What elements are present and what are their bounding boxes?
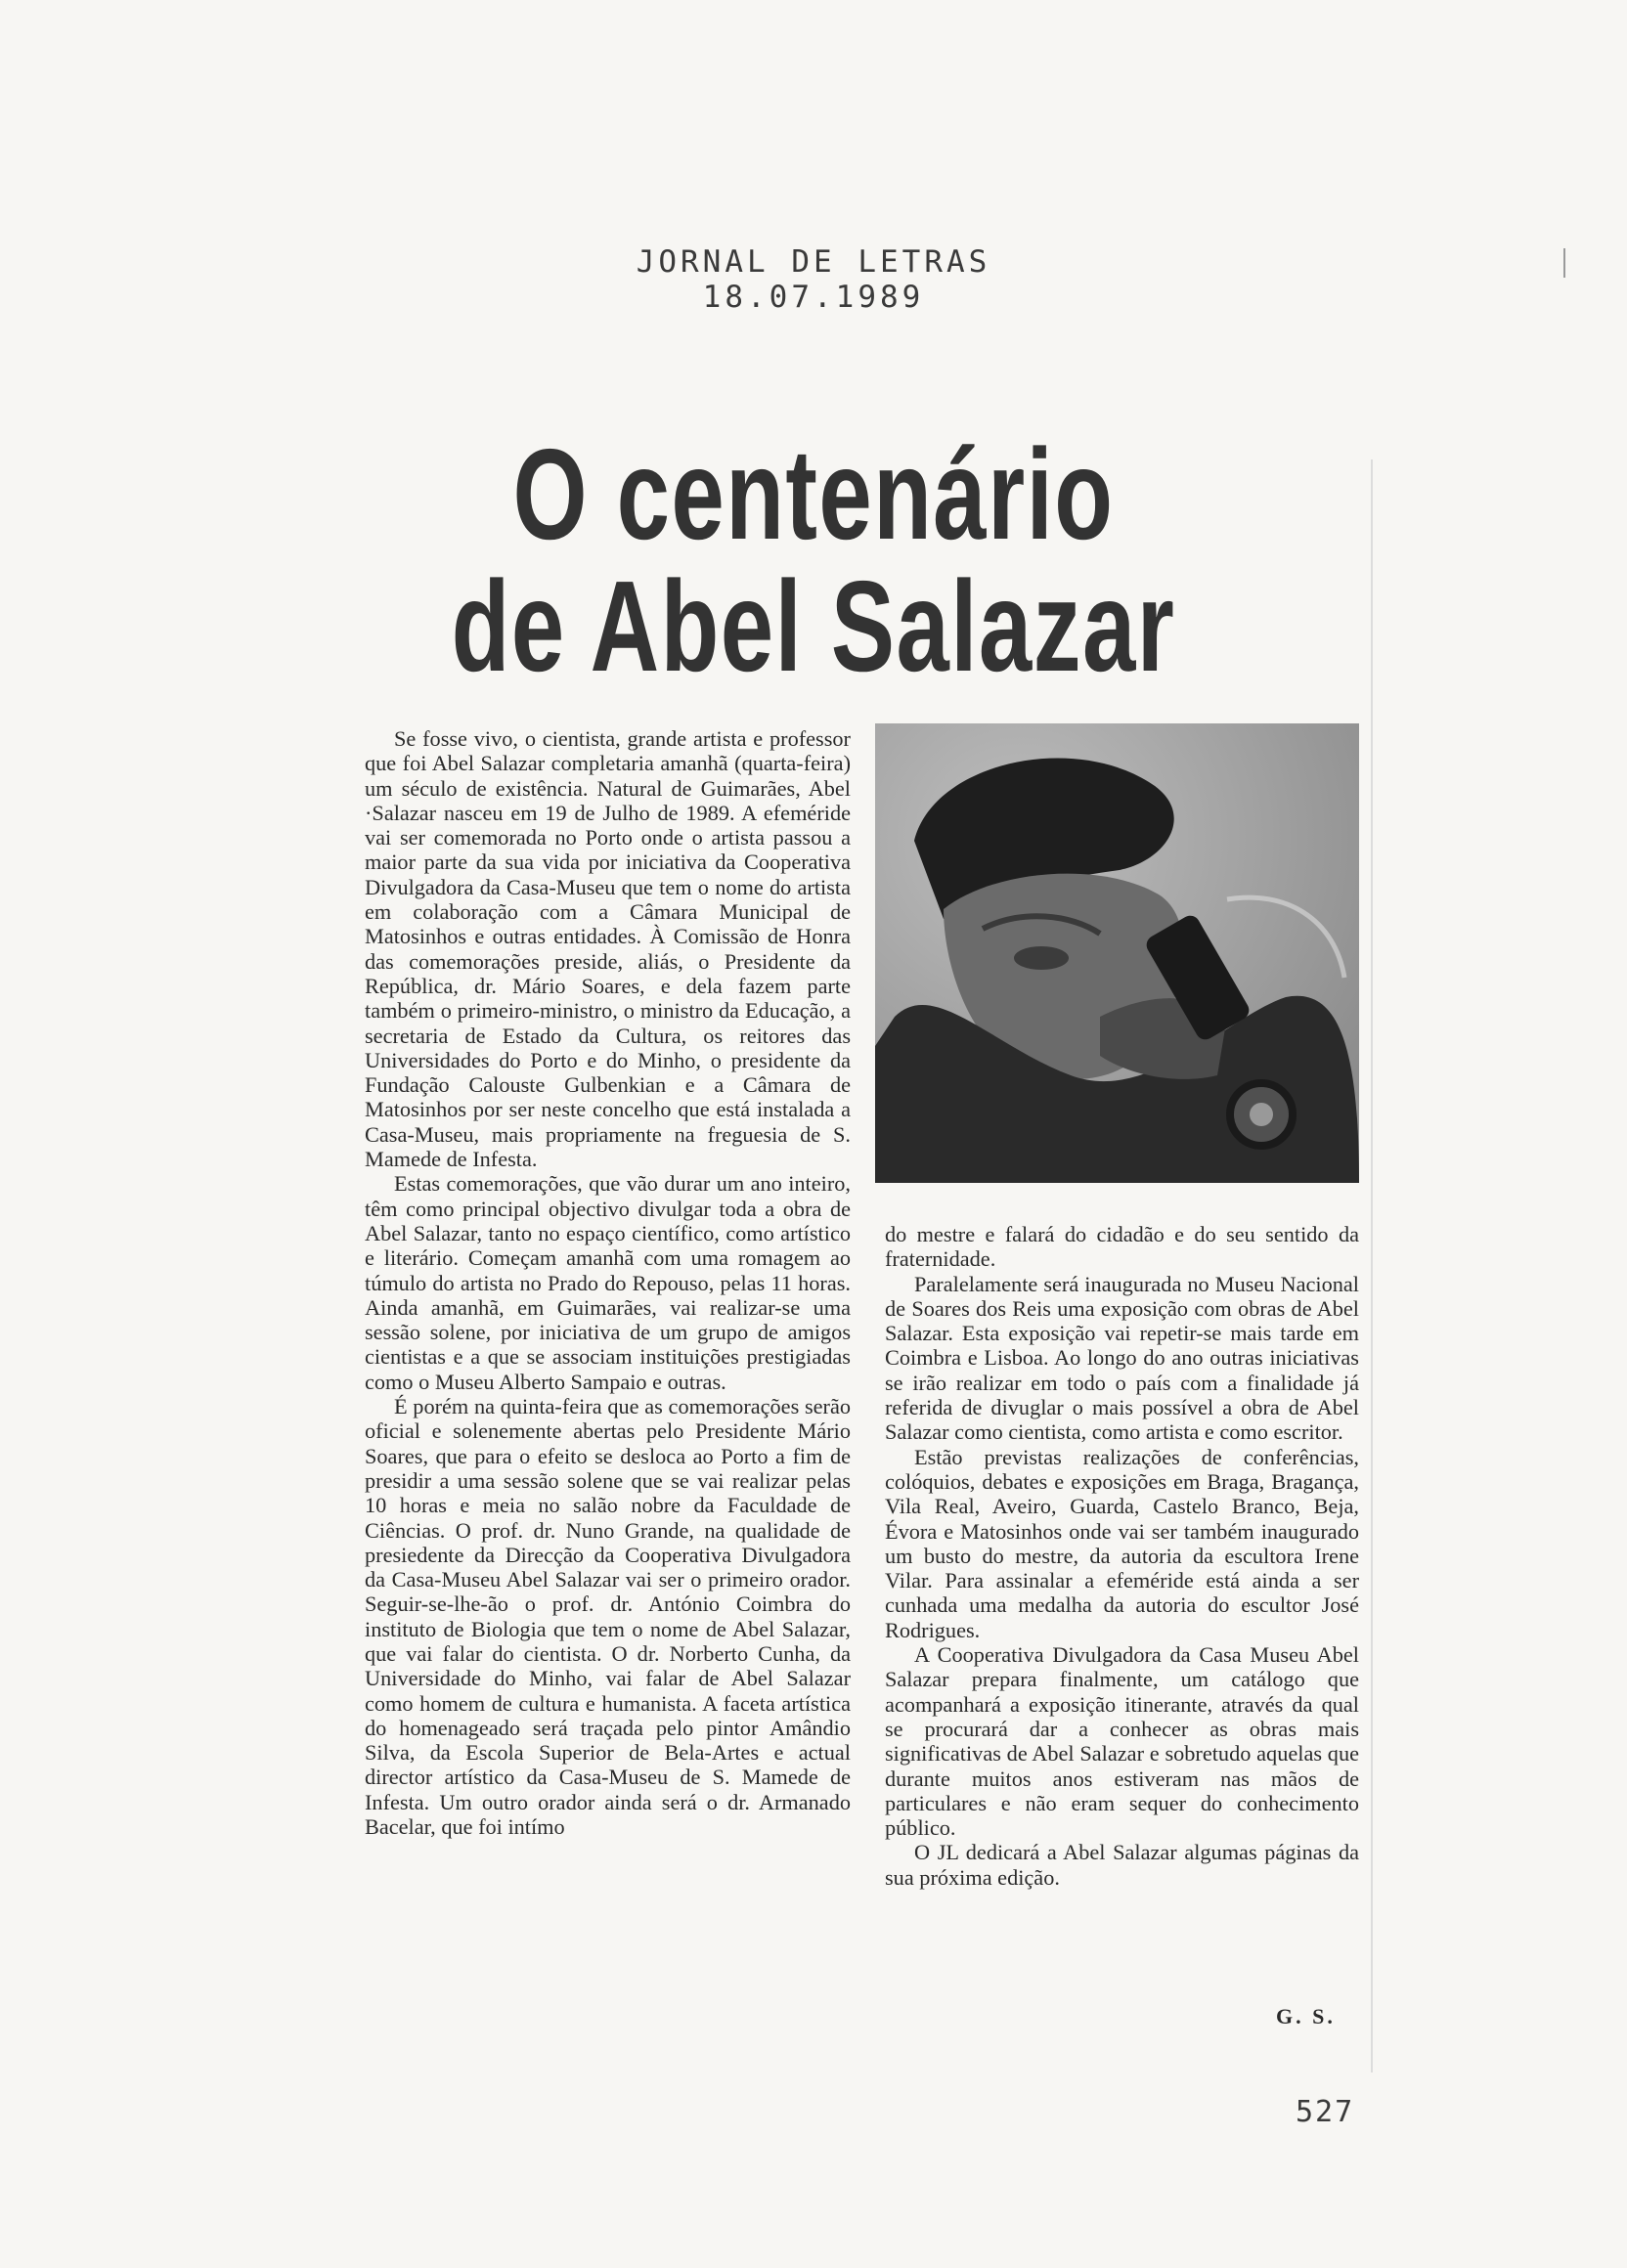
article-paragraph: Se fosse vivo, o cientista, grande artista e professor que foi Abel Salazar completaria amanhã (quarta-feira) um século de existência. Natural de Guimarães, Abel ·Salazar nasceu em 19 de Julho de 1989. A efeméride vai ser comemorada no Porto onde o artista passou a maior parte da sua vida por iniciativa da Cooperativa Divulgadora da Casa-Museu que tem o nome do artista em colaboração com a Câmara Municipal de Matosinhos e outras entidades. À Comissão de Honra das comemorações preside, aliás, o Presidente da República, dr. Mário Soares, e dela fazem parte também o primeiro-ministro, o ministro da Educação, a secretaria de Estado da Cultura, os reitores das Universidades do Porto e do Minho, o presidente da Fundação Calouste Gulbenkian e a Câmara de Matosinhos por ser neste concelho que está instalada a Casa-Museu, mais propriamente na freguesia de S. Mamede de Infesta. bbox=[365, 726, 851, 1172]
author-signature: G. S. bbox=[1276, 2004, 1336, 2028]
page-number: 527 bbox=[1296, 2095, 1355, 2129]
article-left-column bbox=[365, 726, 851, 1839]
article-right-column bbox=[885, 1222, 1359, 1890]
scan-edge-mark bbox=[1371, 459, 1373, 2072]
article-paragraph: É porém na quinta-feira que as comemorações serão oficial e solenemente abertas pelo Presidente Mário Soares, que para o efeito se desloca ao Porto a fim de presidir a uma sessão solene que se vai realizar pelas 10 horas e meia no salão nobre da Faculdade de Ciências. O prof. dr. Nuno Grande, na qualidade de presiedente da Direcção da Cooperativa Divulgadora da Casa-Museu Abel Salazar vai ser o primeiro orador. Seguir-se-lhe-ão o prof. dr. António Coimbra do instituto de Biologia que tem o nome de Abel Salazar, que vai falar do cientista. O dr. Norberto Cunha, da Universidade do Minho, vai falar de Abel Salazar como homem de cultura e humanista. A faceta artística do homenageado será traçada pelo pintor Amândio Silva, da Escola Superior de Bela-Artes e actual director artístico da Casa-Museu de S. Mamede de Infesta. Um outro orador ainda será o dr. Armanado Bacelar, que foi intímo bbox=[365, 1394, 851, 1840]
article-paragraph: Estas comemorações, que vão durar um ano inteiro, têm como principal objectivo divulgar toda a obra de Abel Salazar, tanto no espaço científico, como artístico e literário. Começam amanhã com uma romagem ao túmulo do artista no Prado do Repouso, pelas 11 horas. Ainda amanhã, em Guimarães, vai realizar-se uma sessão solene, por iniciativa de um grupo de amigos cientistas e a que se associam instituições prestigiadas como o Museu Alberto Sampaio e outras. bbox=[365, 1171, 851, 1394]
article-paragraph: do mestre e falará do cidadão e do seu sentido da fraternidade. bbox=[885, 1222, 1359, 1272]
article-paragraph: Paralelamente será inaugurada no Museu Nacional de Soares dos Reis uma exposição com obras de Abel Salazar. Esta exposição vai repetir-se mais tarde em Coimbra e Lisboa. Ao longo do ano outras iniciativas se irão realizar em todo o país com a finalidade já referida de divuglar o mais possível a obra de Abel Salazar como cientista, como artista e como escritor. bbox=[885, 1271, 1359, 1445]
portrait-photo-graphic bbox=[875, 723, 1359, 1183]
headline-line-1: O centenário bbox=[512, 422, 1115, 566]
article-paragraph: A Cooperativa Divulgadora da Casa Museu Abel Salazar prepara finalmente, um catálogo que acompanhará a exposição itinerante, através da qual se procurará dar a conhecer as obras mais significativas de Abel Salazar e sobretudo aquelas que durante muitos anos estiveram nas mãos de particulares e não eram sequer do conhecimento público. bbox=[885, 1642, 1359, 1841]
date-stamp: 18.07.1989 bbox=[702, 280, 925, 315]
portrait-photo bbox=[875, 723, 1359, 1183]
article-paragraph: O JL dedicará a Abel Salazar algumas páginas da sua próxima edição. bbox=[885, 1840, 1359, 1890]
headline-line-2: de Abel Salazar bbox=[451, 554, 1176, 698]
article-paragraph: Estão previstas realizações de conferências, colóquios, debates e exposições em Braga, Bragança, Vila Real, Aveiro, Guarda, Castelo Branco, Beja, Évora e Matosinhos onde vai ser também inaugurado um busto do mestre, da autoria da escultora Irene Vilar. Para assinalar a efeméride está ainda a ser cunhada uma medalha da autoria do escultor José Rodrigues. bbox=[885, 1444, 1359, 1642]
publication-stamp: JORNAL DE LETRAS bbox=[636, 244, 991, 280]
